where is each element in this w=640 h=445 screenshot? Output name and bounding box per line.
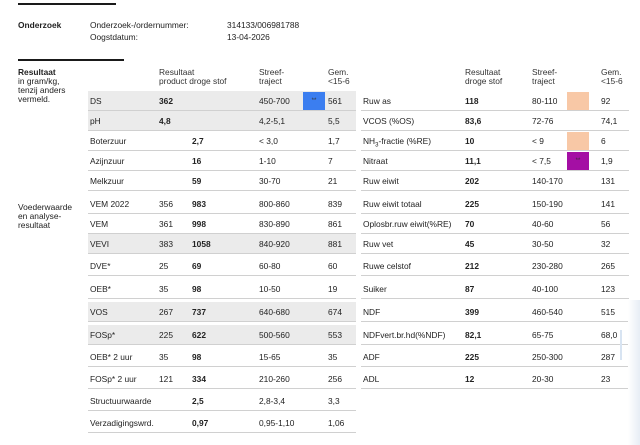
harvest-date-label: Oogstdatum:: [90, 32, 138, 42]
row-name: OEB*: [90, 284, 111, 294]
row-gem: 287: [601, 352, 615, 362]
table-row: [88, 194, 356, 214]
row-streef: 460-540: [532, 307, 563, 317]
status-flag: [567, 152, 589, 170]
page-edge-accent: [620, 330, 640, 360]
table-row: [361, 279, 629, 299]
row-product: 225: [159, 330, 173, 340]
row-name: Ruw vet: [363, 239, 394, 249]
table-row: [88, 171, 356, 191]
row-name: VOS: [90, 307, 108, 317]
row-streef: 30-50: [532, 239, 554, 249]
row-value: 212: [465, 261, 479, 271]
row-streef: < 7,5: [532, 156, 551, 166]
row-gem: 5,5: [328, 116, 340, 126]
right-header-streef: Streef-: [532, 67, 558, 77]
row-gem: 131: [601, 176, 615, 186]
row-gem: 1,9: [601, 156, 613, 166]
status-flag: [303, 92, 325, 110]
result-rule: [18, 59, 124, 61]
table-row: [361, 369, 629, 389]
row-droge: 98: [192, 284, 202, 294]
table-row: [361, 325, 629, 345]
row-droge: 983: [192, 199, 206, 209]
status-flag: [567, 92, 589, 110]
left-header-traject: traject: [259, 76, 282, 86]
row-gem: 839: [328, 199, 342, 209]
row-droge: 998: [192, 219, 206, 229]
table-row: [88, 302, 356, 322]
right-header-resultaat: Resultaat: [465, 67, 501, 77]
row-droge: 98: [192, 352, 202, 362]
row-gem: 123: [601, 284, 615, 294]
row-value: 45: [465, 239, 475, 249]
row-droge: 0,97: [192, 418, 209, 428]
row-name: NDF: [363, 307, 381, 317]
row-value: 82,1: [465, 330, 482, 340]
table-row: [361, 91, 629, 111]
row-streef: 140-170: [532, 176, 563, 186]
row-gem: 21: [328, 176, 338, 186]
table-row: [361, 234, 629, 254]
row-product: 4,8: [159, 116, 171, 126]
row-streef: < 9: [532, 136, 544, 146]
resultaat-line-3: vermeld.: [18, 94, 51, 104]
right-header-gem: Gem.: [601, 67, 622, 77]
row-value: 225: [465, 199, 479, 209]
row-gem: 256: [328, 374, 342, 384]
order-number-value: 314133/006981788: [227, 20, 300, 30]
row-name: DS: [90, 96, 102, 106]
row-product: 25: [159, 261, 169, 271]
row-product: 35: [159, 352, 169, 362]
table-row: [88, 413, 356, 433]
row-product: 361: [159, 219, 173, 229]
row-product: 35: [159, 284, 169, 294]
left-header-streef: Streef-: [259, 67, 285, 77]
row-streef: 830-890: [259, 219, 290, 229]
row-gem: 92: [601, 96, 611, 106]
row-value: 12: [465, 374, 475, 384]
row-gem: 3,3: [328, 396, 340, 406]
top-rule: [18, 3, 116, 5]
row-value: 10: [465, 136, 475, 146]
row-streef: 640-680: [259, 307, 290, 317]
section-label-onderzoek: Onderzoek: [18, 20, 62, 30]
row-name: Ruw eiwit totaal: [363, 199, 422, 209]
row-gem: 561: [328, 96, 342, 106]
left-header-gem-sub: <15-6: [328, 76, 350, 86]
row-name: VEM: [90, 219, 109, 229]
row-name: DVE*: [90, 261, 111, 271]
row-value: 11,1: [465, 156, 481, 166]
row-streef: 500-560: [259, 330, 290, 340]
row-gem: 881: [328, 239, 342, 249]
row-name: Suiker: [363, 284, 387, 294]
table-row: [361, 171, 629, 191]
row-name: ADL: [363, 374, 380, 384]
right-header-traject: traject: [532, 76, 555, 86]
row-streef: 2,8-3,4: [259, 396, 286, 406]
row-gem: 674: [328, 307, 342, 317]
table-row: [88, 234, 356, 254]
left-header-product-drogestof: product droge stof: [159, 76, 227, 86]
row-streef: 210-260: [259, 374, 290, 384]
row-product: 362: [159, 96, 173, 106]
table-row: [88, 391, 356, 411]
row-streef: 60-80: [259, 261, 281, 271]
table-row: [361, 347, 629, 367]
table-row: [361, 214, 629, 234]
row-streef: 40-60: [532, 219, 554, 229]
status-flag: [567, 132, 589, 150]
row-streef: 1-10: [259, 156, 276, 166]
row-value: 202: [465, 176, 479, 186]
row-name: Ruw as: [363, 96, 391, 106]
row-name: FOSp* 2 uur: [90, 374, 137, 384]
row-name: Verzadigingswrd.: [90, 418, 154, 428]
row-name: FOSp*: [90, 330, 116, 340]
row-value: 399: [465, 307, 479, 317]
table-row: [88, 91, 356, 111]
harvest-date-value: 13-04-2026: [227, 32, 270, 42]
row-name: Azijnzuur: [90, 156, 125, 166]
row-gem: 1,7: [328, 136, 340, 146]
row-gem: 6: [601, 136, 606, 146]
table-row: [88, 325, 356, 345]
row-name: Ruw eiwit: [363, 176, 399, 186]
table-row: [361, 302, 629, 322]
order-number-label: Onderzoek-/ordernummer:: [90, 20, 189, 30]
row-streef: 10-50: [259, 284, 281, 294]
row-droge: 2,5: [192, 396, 204, 406]
right-header-drogestof: droge stof: [465, 76, 503, 86]
row-droge: 2,7: [192, 136, 204, 146]
row-streef: 0,95-1,10: [259, 418, 295, 428]
row-name: Structuurwaarde: [90, 396, 152, 406]
row-gem: 32: [601, 239, 611, 249]
row-gem: 265: [601, 261, 615, 271]
row-gem: 7: [328, 156, 333, 166]
row-gem: 515: [601, 307, 615, 317]
row-streef: 250-300: [532, 352, 563, 362]
row-streef: 800-860: [259, 199, 290, 209]
row-droge: 334: [192, 374, 206, 384]
row-gem: 553: [328, 330, 342, 340]
row-streef: 230-280: [532, 261, 563, 271]
row-value: 87: [465, 284, 475, 294]
row-name: $NH_3$-fractie (%RE): [363, 136, 432, 149]
left-header-gem: Gem.: [328, 67, 349, 77]
row-value: 83,6: [465, 116, 482, 126]
row-value: 225: [465, 352, 479, 362]
row-product: 121: [159, 374, 173, 384]
row-streef: 150-190: [532, 199, 563, 209]
table-row: [88, 279, 356, 299]
resultaat-line-2: tenzij anders: [18, 85, 66, 95]
row-name: OEB* 2 uur: [90, 352, 133, 362]
table-row: [361, 256, 629, 276]
row-streef: 30-70: [259, 176, 281, 186]
row-name: VCOS (%OS): [363, 116, 415, 126]
row-streef: 65-75: [532, 330, 554, 340]
row-name: VEM 2022: [90, 199, 130, 209]
table-row: [361, 111, 629, 131]
row-droge: 69: [192, 261, 202, 271]
row-streef: 4,2-5,1: [259, 116, 286, 126]
row-name: pH: [90, 116, 101, 126]
resultaat-line-1: in gram/kg,: [18, 76, 60, 86]
row-streef: 80-110: [532, 96, 558, 106]
row-gem: 23: [601, 374, 611, 384]
resultaat-title: Resultaat: [18, 67, 56, 77]
row-gem: 141: [601, 199, 615, 209]
row-gem: 74,1: [601, 116, 618, 126]
table-row: [88, 347, 356, 367]
row-streef: 40-100: [532, 284, 559, 294]
row-product: 383: [159, 239, 173, 249]
row-name: VEVI: [90, 239, 110, 249]
row-name: Boterzuur: [90, 136, 127, 146]
table-row: [88, 111, 356, 131]
row-name: Oplosbr.ruw eiwit(%RE): [363, 219, 452, 229]
table-row: [88, 256, 356, 276]
row-droge: 59: [192, 176, 202, 186]
status-flag-text: **: [311, 98, 317, 104]
row-gem: 60: [328, 261, 338, 271]
row-name: Ruwe celstof: [363, 261, 411, 271]
row-droge: 1058: [192, 239, 211, 249]
row-name: Nitraat: [363, 156, 388, 166]
row-value: 70: [465, 219, 475, 229]
row-product: 356: [159, 199, 173, 209]
row-gem: 19: [328, 284, 338, 294]
row-streef: 20-30: [532, 374, 554, 384]
row-value: 118: [465, 96, 479, 106]
voeder-line-3: resultaat: [18, 220, 51, 230]
row-name: ADF: [363, 352, 380, 362]
row-streef: 840-920: [259, 239, 290, 249]
status-flag-text: **: [575, 158, 581, 164]
left-header-resultaat: Resultaat: [159, 67, 195, 77]
row-streef: 450-700: [259, 96, 290, 106]
table-row: [361, 131, 629, 151]
table-row: [361, 194, 629, 214]
row-gem: 861: [328, 219, 342, 229]
row-gem: 68,0: [601, 330, 618, 340]
row-droge: 737: [192, 307, 206, 317]
voeder-line-1: Voederwaarde: [18, 202, 73, 212]
table-row: [88, 369, 356, 389]
table-row: [88, 131, 356, 151]
row-streef: < 3,0: [259, 136, 278, 146]
row-product: 267: [159, 307, 173, 317]
row-gem: 1,06: [328, 418, 345, 428]
voeder-line-2: en analyse-: [18, 211, 62, 221]
table-row: [88, 214, 356, 234]
table-row: [361, 151, 629, 171]
row-name: NDFvert.br.hd(%NDF): [363, 330, 446, 340]
row-droge: 16: [192, 156, 202, 166]
right-header-gem-sub: <15-6: [601, 76, 623, 86]
row-gem: 56: [601, 219, 611, 229]
row-streef: 72-76: [532, 116, 554, 126]
row-name: Melkzuur: [90, 176, 124, 186]
row-droge: 622: [192, 330, 206, 340]
page-edge-shadow: [628, 300, 640, 445]
row-gem: 35: [328, 352, 338, 362]
row-streef: 15-65: [259, 352, 281, 362]
table-row: [88, 151, 356, 171]
